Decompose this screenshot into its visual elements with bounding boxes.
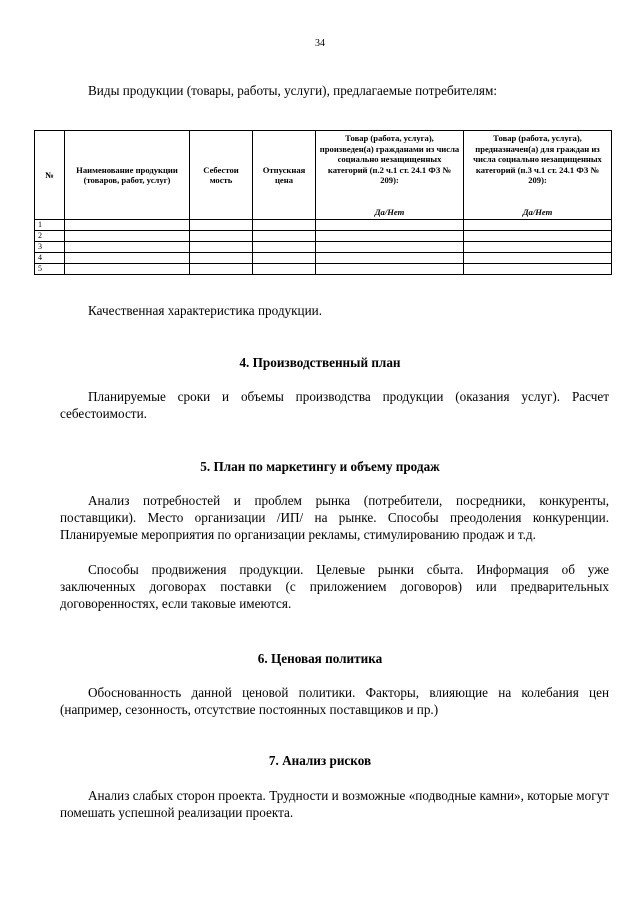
table-cell [316,242,464,253]
products-intro: Виды продукции (товары, работы, услуги), предлагаемые потребителям: [88,83,497,98]
table-cell [190,264,253,275]
header-intended-answer: Да/Нет [522,206,553,217]
header-cost: Себестои мость [190,131,253,220]
section-6-title: 6. Ценовая политика [257,651,383,666]
table-cell [65,231,190,242]
table-row [35,264,612,275]
table-row [35,220,612,231]
table-cell [190,231,253,242]
table-cell [316,220,464,231]
table-cell [316,264,464,275]
table-cell [65,242,190,253]
table-header-row [35,131,612,220]
table-cell [253,264,316,275]
section-7-title: 7. Анализ рисков [268,753,372,768]
header-produced-answer: Да/Нет [374,206,405,217]
row-number: 1 [35,220,65,231]
table-cell [464,242,612,253]
row-number: 2 [35,231,65,242]
table-cell [190,242,253,253]
header-produced-by-vulnerable [316,131,464,220]
table-cell [253,253,316,264]
table-cell [464,253,612,264]
table-cell [464,231,612,242]
table-cell [464,220,612,231]
table-cell [65,253,190,264]
header-name: Наименование продукции (товаров, работ, услуг) [65,131,190,220]
table-row [35,242,612,253]
table-cell [190,253,253,264]
table-cell [316,253,464,264]
header-produced-text: Товар (работа, услуга), произведен(а) гражданами из числа социально незащищенных категорий (п.2 ч.1 ст. 24.1 ФЗ № 209): [319,133,460,185]
quality-text: Качественная характеристика продукции. [88,303,323,318]
table-row [35,253,612,264]
header-intended-for-vulnerable [464,131,612,220]
header-price: Отпускная цена [253,131,316,220]
table-cell [65,220,190,231]
table-cell [253,231,316,242]
products-table [34,130,612,275]
page-number: 34 [315,38,325,49]
section-4-title: 4. Производственный план [239,355,401,370]
row-number: 3 [35,242,65,253]
section-5-text-2: Способы продвижения продукции. Целевые рынки сбыта. Информация об уже заключенных договорах поставки (с приложением договоров) или предварительных договоренностях, если таковые имеются. [60,562,609,612]
header-intended-text: Товар (работа, услуга), предназначен(а) для граждан из числа социально незащищенных категорий (п.3 ч.1 ст. 24.1 ФЗ № 209): [473,133,602,185]
table-row [35,231,612,242]
section-5-title: 5. План по маркетингу и объему продаж [200,459,440,474]
row-number: 4 [35,253,65,264]
table-cell [316,231,464,242]
table-cell [253,220,316,231]
header-num: № [35,131,65,220]
section-4-text: Планируемые сроки и объемы производства продукции (оказания услуг). Расчет себестоимости. [60,389,609,422]
section-5-text-1: Анализ потребностей и проблем рынка (потребители, посредники, конкуренты, поставщики). Место организации /ИП/ на рынке. Способы преодоления конкуренции. Планируемые мероприятия по организации рекламы, стимулированию продаж и т.д. [60,493,609,543]
table-cell [253,242,316,253]
section-6-text: Обоснованность данной ценовой политики. Факторы, влияющие на колебания цен (например, сезонность, отсутствие постоянных поставщиков и пр.) [60,685,609,718]
table-cell [464,264,612,275]
row-number: 5 [35,264,65,275]
table-cell [65,264,190,275]
section-7-text: Анализ слабых сторон проекта. Трудности и возможные «подводные камни», которые могут помешать успешной реализации проекта. [60,788,609,821]
table-cell [190,220,253,231]
